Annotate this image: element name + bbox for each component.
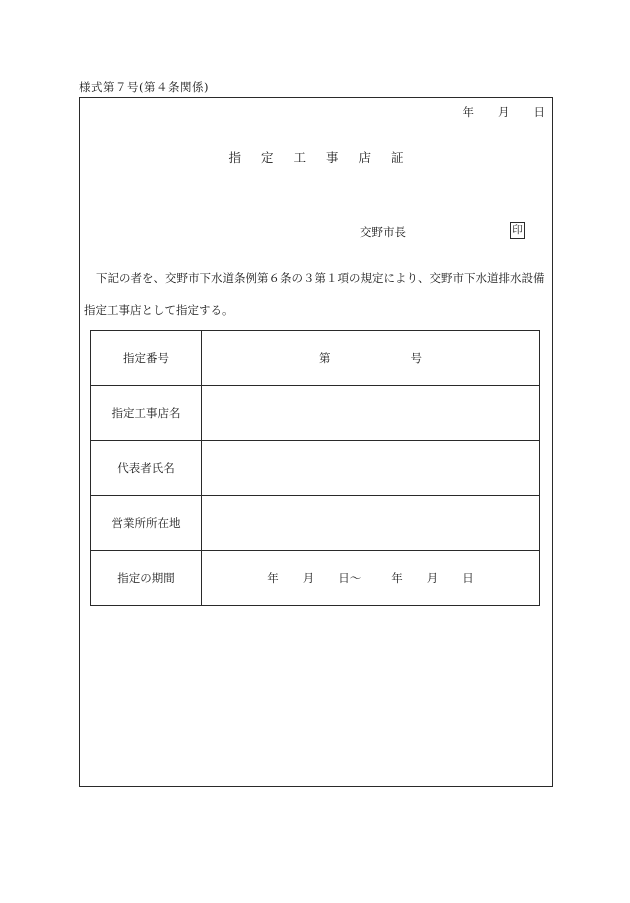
row-label: 指定番号	[91, 331, 202, 386]
seal-stamp-box: 印	[510, 222, 525, 239]
period-year-2: 年	[391, 571, 403, 585]
table-row	[91, 441, 540, 496]
date-month-label: 月	[498, 105, 510, 119]
row-label: 代表者氏名	[91, 441, 202, 496]
table-row	[91, 331, 540, 386]
number-prefix: 第	[319, 351, 331, 365]
date-year-label: 年	[462, 105, 474, 119]
title-char: 工	[293, 150, 306, 165]
title-char: 定	[260, 150, 274, 165]
designation-number-field[interactable]	[202, 331, 540, 386]
issuer-name: 交野市長	[360, 225, 406, 239]
document-title	[80, 148, 552, 166]
period-day-2: 日	[462, 571, 474, 585]
designation-period-field[interactable]	[202, 551, 540, 606]
period-day-1: 日～	[338, 571, 362, 585]
row-label: 指定の期間	[91, 551, 202, 606]
form-number: 様式第７号(第４条関係)	[79, 80, 209, 94]
body-text-line-2: 指定工事店として指定する。	[84, 303, 234, 317]
issue-date	[463, 104, 546, 120]
certificate-table	[90, 330, 540, 606]
title-char: 事	[325, 150, 339, 165]
table-row	[91, 386, 540, 441]
title-char: 指	[228, 150, 241, 165]
row-label: 指定工事店名	[91, 386, 202, 441]
row-label: 営業所所在地	[91, 496, 202, 551]
number-suffix: 号	[410, 351, 422, 365]
office-address-field[interactable]	[202, 496, 540, 551]
representative-name-field[interactable]	[202, 441, 540, 496]
period-month-2: 月	[426, 571, 439, 585]
title-char: 店	[358, 150, 371, 165]
period-month-1: 月	[302, 571, 315, 585]
date-day-label: 日	[533, 105, 545, 119]
contractor-name-field[interactable]	[202, 386, 540, 441]
table-row	[91, 496, 540, 551]
table-row	[91, 551, 540, 606]
body-text-line-1: 下記の者を、交野市下水道条例第６条の３第１項の規定により、交野市下水道排水設備	[96, 271, 545, 285]
title-char: 証	[390, 150, 404, 165]
certificate-frame	[79, 97, 553, 787]
period-year-1: 年	[267, 571, 279, 585]
